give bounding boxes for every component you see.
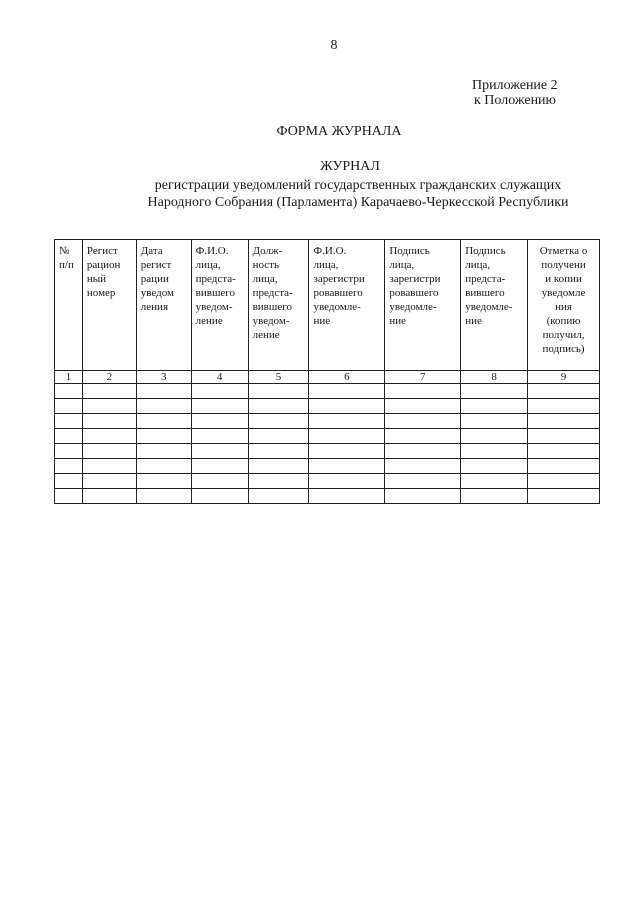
- header-cell-reg-date: [136, 240, 191, 371]
- table-cell: [82, 474, 136, 489]
- table-cell: [385, 444, 461, 459]
- table-cell: [191, 414, 248, 429]
- column-number: 9: [528, 371, 600, 384]
- header-cell-submitter-name: [191, 240, 248, 371]
- table-cell: [528, 429, 600, 444]
- header-cell-registrar-name: [309, 240, 385, 371]
- table-cell: [191, 429, 248, 444]
- table-cell: [461, 429, 528, 444]
- table-cell: [55, 399, 83, 414]
- table-cell: [309, 429, 385, 444]
- table-cell: [55, 489, 83, 504]
- table-cell: [82, 414, 136, 429]
- table-cell: [385, 474, 461, 489]
- header-label: Подпись лица, предста- вившего уведомле- ние: [465, 245, 513, 327]
- table-cell: [385, 414, 461, 429]
- table-cell: [309, 414, 385, 429]
- journal-table: [54, 239, 600, 504]
- table-cell: [461, 414, 528, 429]
- table-cell: [461, 459, 528, 474]
- table-row: [55, 444, 600, 459]
- table-cell: [136, 474, 191, 489]
- table-cell: [191, 489, 248, 504]
- table-cell: [191, 459, 248, 474]
- table-cell: [82, 384, 136, 399]
- table-header-row: [55, 240, 600, 371]
- table-cell: [309, 399, 385, 414]
- table-row: [55, 429, 600, 444]
- table-row: [55, 459, 600, 474]
- header-cell-submitter-position: [248, 240, 309, 371]
- column-number: 8: [461, 371, 528, 384]
- table-cell: [461, 399, 528, 414]
- header-label: Ф.И.О. лица, зарегистри ровавшего уведомле- ние: [313, 245, 365, 327]
- table-cell: [191, 399, 248, 414]
- table-cell: [461, 489, 528, 504]
- header-label: № п/п: [59, 245, 74, 271]
- table-cell: [309, 444, 385, 459]
- table-cell: [136, 429, 191, 444]
- table-cell: [309, 474, 385, 489]
- table-cell: [248, 399, 309, 414]
- column-number-row: [55, 371, 600, 384]
- column-number: 4: [191, 371, 248, 384]
- empty-rows: [55, 384, 600, 504]
- header-cell-copy-receipt: [528, 240, 600, 371]
- table-cell: [528, 459, 600, 474]
- table-cell: [136, 384, 191, 399]
- table-cell: [248, 414, 309, 429]
- column-number: 3: [136, 371, 191, 384]
- appendix-line-1: Приложение 2: [472, 78, 558, 93]
- table-cell: [248, 459, 309, 474]
- table-cell: [528, 489, 600, 504]
- table-cell: [528, 384, 600, 399]
- table-cell: [191, 444, 248, 459]
- table-cell: [55, 384, 83, 399]
- table-cell: [191, 474, 248, 489]
- table-cell: [55, 444, 83, 459]
- column-number: 5: [248, 371, 309, 384]
- table-row: [55, 399, 600, 414]
- subtitle-line-2: Народного Собрания (Парламента) Карачаево-Черкесской Республики: [147, 195, 569, 210]
- table-cell: [136, 399, 191, 414]
- page-number: 8: [330, 38, 338, 53]
- table-cell: [461, 474, 528, 489]
- header-label: Ф.И.О. лица, предста- вившего уведом- ление: [195, 245, 236, 327]
- table-cell: [461, 444, 528, 459]
- column-number: 6: [309, 371, 385, 384]
- journal-title: ЖУРНАЛ: [320, 159, 380, 174]
- table-cell: [82, 429, 136, 444]
- table-cell: [309, 489, 385, 504]
- table-cell: [82, 459, 136, 474]
- form-title: ФОРМА ЖУРНАЛА: [276, 124, 402, 139]
- table-cell: [55, 429, 83, 444]
- table-cell: [55, 474, 83, 489]
- table-row: [55, 474, 600, 489]
- appendix-reference: [472, 78, 558, 108]
- table-cell: [191, 384, 248, 399]
- header-label: Отметка о получени и копии уведомле ния (копию получил, подпись): [539, 245, 588, 355]
- table-cell: [309, 384, 385, 399]
- table-cell: [385, 489, 461, 504]
- header-cell-index: [55, 240, 83, 371]
- table-cell: [136, 444, 191, 459]
- table-row: [55, 384, 600, 399]
- header-cell-registrar-signature: [385, 240, 461, 371]
- table-cell: [309, 459, 385, 474]
- column-number: 1: [55, 371, 83, 384]
- table-cell: [82, 444, 136, 459]
- table-cell: [248, 429, 309, 444]
- column-number: 7: [385, 371, 461, 384]
- table-cell: [385, 399, 461, 414]
- table-cell: [248, 489, 309, 504]
- appendix-line-2: к Положению: [474, 93, 557, 108]
- table-cell: [55, 459, 83, 474]
- header-label: Регист рацион ный номер: [86, 245, 121, 299]
- table-cell: [385, 384, 461, 399]
- header-cell-reg-number: [82, 240, 136, 371]
- table-cell: [248, 444, 309, 459]
- table-cell: [528, 474, 600, 489]
- table-cell: [82, 489, 136, 504]
- table-cell: [136, 414, 191, 429]
- header-label: Подпись лица, зарегистри ровавшего уведомле- ние: [389, 245, 441, 327]
- table-cell: [528, 444, 600, 459]
- table-cell: [136, 489, 191, 504]
- table-cell: [248, 384, 309, 399]
- journal-subtitle: [0, 177, 640, 211]
- column-number: 2: [82, 371, 136, 384]
- header-label: Дата регист рации уведом ления: [140, 245, 175, 313]
- header-label: Долж- ность лица, предста- вившего уведом- ление: [252, 245, 293, 341]
- table-cell: [528, 399, 600, 414]
- table-cell: [385, 459, 461, 474]
- table-cell: [248, 474, 309, 489]
- table-row: [55, 414, 600, 429]
- table-cell: [55, 414, 83, 429]
- table-cell: [136, 459, 191, 474]
- header-cell-submitter-signature: [461, 240, 528, 371]
- table-row: [55, 489, 600, 504]
- subtitle-line-1: регистрации уведомлений государственных гражданских служащих: [154, 178, 562, 193]
- table-cell: [82, 399, 136, 414]
- table-cell: [528, 414, 600, 429]
- table-cell: [385, 429, 461, 444]
- table-cell: [461, 384, 528, 399]
